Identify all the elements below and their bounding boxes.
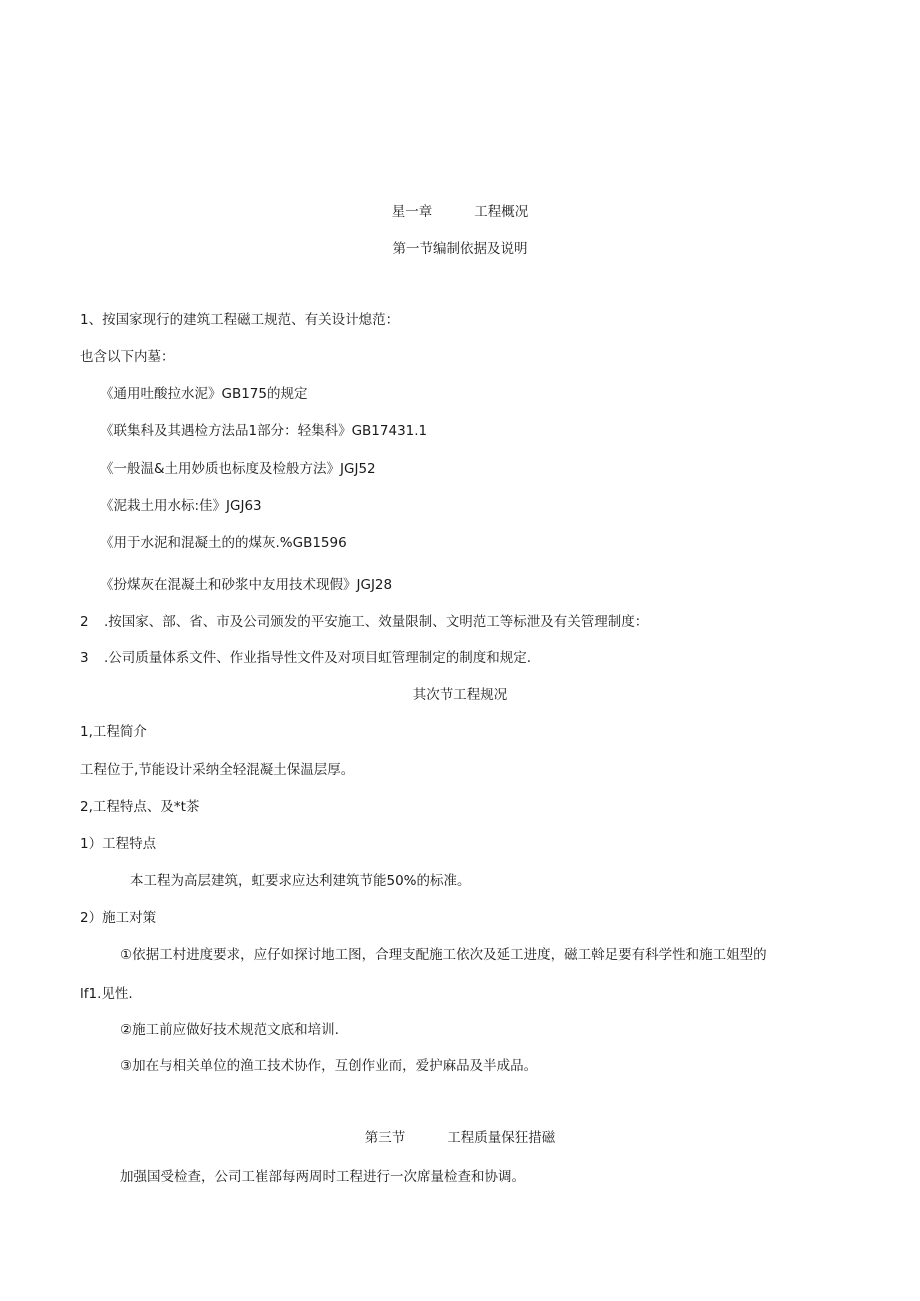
- section1-title: 第一节编制依据及说明: [392, 241, 528, 257]
- standard-item: 《泥栽土用水标:佳》JGJ63: [100, 498, 262, 514]
- section3-title: 工程质量保狂措磁: [447, 1130, 556, 1146]
- section3-number: 第三节: [364, 1130, 406, 1146]
- chapter-number: 星一章: [391, 204, 433, 220]
- section1-item3: [80, 648, 531, 668]
- section2-sub2-heading: 2）施工对策: [80, 910, 157, 926]
- section2-features-heading: 2,工程特点、及*t茶: [80, 799, 200, 815]
- item2-text: .按国家、部、省、市及公司颁发的平安施工、效量限制、文明范工等标泄及有关管理制度：: [104, 614, 649, 630]
- standard-item: 《一般温&土用妙质也标度及检般方法》JGJ52: [100, 461, 376, 477]
- section1-item2: [80, 612, 648, 632]
- section2-intro-text: 工程位于,节能设计采纳全轻混凝土保温层厚。: [80, 762, 355, 778]
- measure-1-line2: lf1.见性.: [80, 986, 133, 1002]
- section2-sub1-heading: 1）工程特点: [80, 836, 157, 852]
- section2-sub1-text: 本工程为高层建筑，虹要求应达利建筑节能50%的标准。: [130, 873, 471, 889]
- measure-1-line1: ①依据工村进度要求，应仔如探讨地工图，合理支配施工依次及延工进度，磁工斡足要有科学性和施工姐型的: [120, 947, 767, 963]
- standard-item: 《用于水泥和混凝土的的煤灰.%GB1596: [100, 535, 347, 551]
- section2-intro-heading: 1,工程简介: [80, 724, 147, 740]
- section1-includes: 也含以下内墓：: [80, 349, 175, 365]
- section1-item1: 1、按国家现行的建筑工程磁工规范、有关设计熄范：: [80, 312, 400, 328]
- standard-item: 《扮煤灰在混凝土和砂浆中友用技术现假》JGJ28: [100, 577, 393, 593]
- measure-3: ③加在与相关单位的渔工技术协作，互创作业而，爱护麻品及半成品。: [120, 1058, 538, 1074]
- item3-number: 3: [80, 650, 89, 666]
- chapter-heading: [0, 202, 920, 222]
- chapter-title: 工程概况: [474, 204, 529, 220]
- item2-number: 2: [80, 614, 89, 630]
- measure-2: ②施工前应做好技术规范文底和培训.: [120, 1022, 339, 1038]
- section3-heading: [0, 1128, 920, 1148]
- section3-text: 加强国受检查，公司工崔部每两周时工程进行一次席量检查和协调。: [120, 1169, 525, 1185]
- item3-text: .公司质量体系文件、作业指导性文件及对项目虹管理制定的制度和规定.: [104, 650, 532, 666]
- section2-title: 其次节工程规况: [412, 687, 508, 703]
- standard-item: 《通用吐酸拉水泥》GB175的规定: [100, 386, 308, 402]
- standard-item: 《联集科及其遇检方法品1部分：轻集科》GB17431.1: [100, 423, 428, 439]
